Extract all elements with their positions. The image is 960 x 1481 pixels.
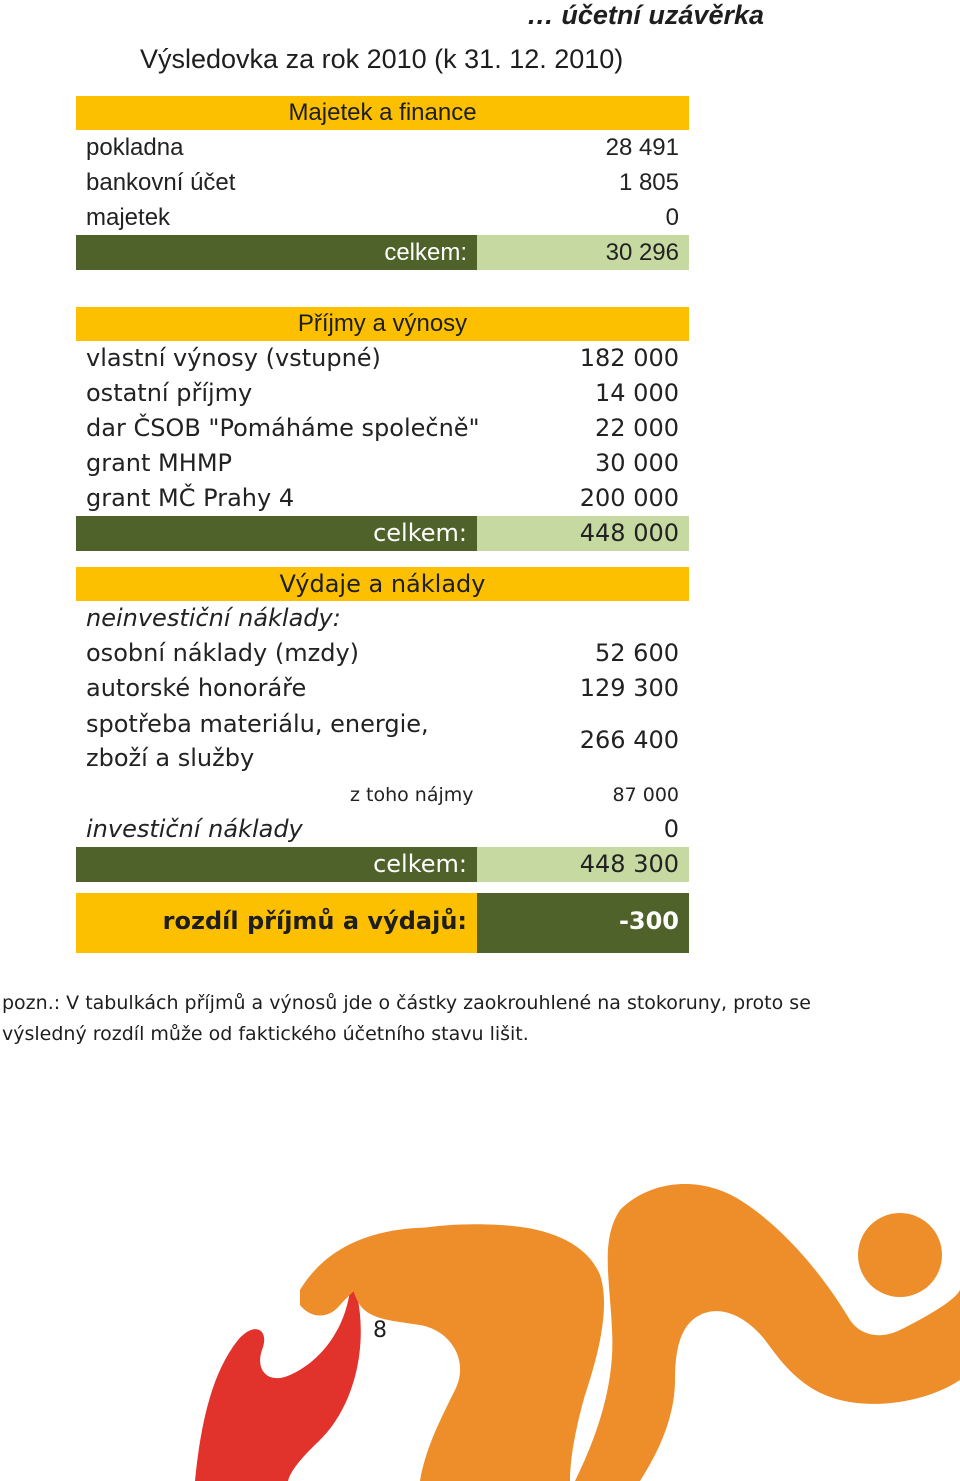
income-heading: Příjmy a výnosy	[76, 307, 689, 341]
table-row	[76, 446, 689, 481]
row-label: osobní náklady (mzdy)	[86, 639, 360, 667]
assets-total-row	[76, 235, 689, 270]
difference-value: -300	[618, 907, 679, 935]
table-row	[76, 200, 689, 235]
total-value: 448 300	[579, 850, 679, 878]
row-value: 182 000	[579, 344, 679, 372]
table-row	[76, 812, 689, 847]
row-value: 28 491	[605, 134, 679, 161]
footnote: pozn.: V tabulkách příjmů a výnosů jde o částky zaokrouhlené na stokoruny, proto se výsledný rozdíl může od faktického účetního stavu lišit.	[2, 992, 811, 1045]
difference-row	[76, 893, 689, 953]
expenses-heading: Výdaje a náklady	[76, 567, 689, 601]
table-row	[76, 376, 689, 411]
row-value: 0	[665, 204, 679, 231]
row-value: 30 000	[595, 449, 679, 477]
row-label: dar ČSOB "Pomáháme společně"	[86, 414, 480, 442]
row-value: 266 400	[579, 726, 679, 754]
table-row	[76, 165, 689, 200]
noninvest-heading-row	[76, 601, 689, 636]
row-value: 87 000	[612, 784, 679, 806]
page-header-title: … účetní uzávěrka	[526, 0, 764, 30]
total-label: celkem:	[373, 850, 467, 878]
row-label: bankovní účet	[86, 169, 236, 196]
income-section	[76, 307, 689, 551]
row-value: 129 300	[579, 674, 679, 702]
row-label: grant MHMP	[86, 449, 232, 477]
row-value: 0	[663, 815, 679, 843]
row-label-line2: zboží a služby	[86, 744, 255, 772]
expenses-total-row	[76, 847, 689, 882]
total-value: 30 296	[605, 239, 679, 266]
assets-heading: Majetek a finance	[76, 96, 689, 130]
row-label: majetek	[86, 204, 171, 231]
row-label: investiční náklady	[86, 815, 303, 843]
row-label: pokladna	[86, 134, 184, 161]
row-label: vlastní výnosy (vstupné)	[86, 344, 381, 372]
row-label: autorské honoráře	[86, 674, 307, 702]
difference-label: rozdíl příjmů a výdajů:	[162, 907, 467, 935]
total-label: celkem:	[384, 239, 467, 266]
row-value: 200 000	[579, 484, 679, 512]
table-row	[76, 636, 689, 671]
page-number: 8	[373, 1318, 387, 1343]
assets-section	[76, 96, 689, 270]
table-row	[76, 130, 689, 165]
row-value: 1 805	[618, 169, 679, 196]
income-total-row	[76, 516, 689, 551]
row-label: ostatní příjmy	[86, 379, 253, 407]
table-row	[76, 776, 689, 812]
row-label: z toho nájmy	[350, 784, 474, 806]
row-value: 22 000	[595, 414, 679, 442]
table-row	[76, 671, 689, 706]
total-value: 448 000	[579, 519, 679, 547]
report-title: Výsledovka za rok 2010 (k 31. 12. 2010)	[140, 44, 624, 74]
row-value: 52 600	[595, 639, 679, 667]
table-row	[76, 341, 689, 376]
expenses-section	[76, 567, 689, 882]
table-row	[76, 481, 689, 516]
row-label-line1: spotřeba materiálu, energie,	[86, 710, 429, 738]
table-row	[76, 411, 689, 446]
jester-hat-logo-icon	[0, 1180, 960, 1481]
row-label: grant MČ Prahy 4	[86, 484, 295, 512]
row-value: 14 000	[595, 379, 679, 407]
table-row	[76, 706, 689, 776]
noninvest-label: neinvestiční náklady:	[86, 604, 341, 632]
total-label: celkem:	[373, 519, 467, 547]
